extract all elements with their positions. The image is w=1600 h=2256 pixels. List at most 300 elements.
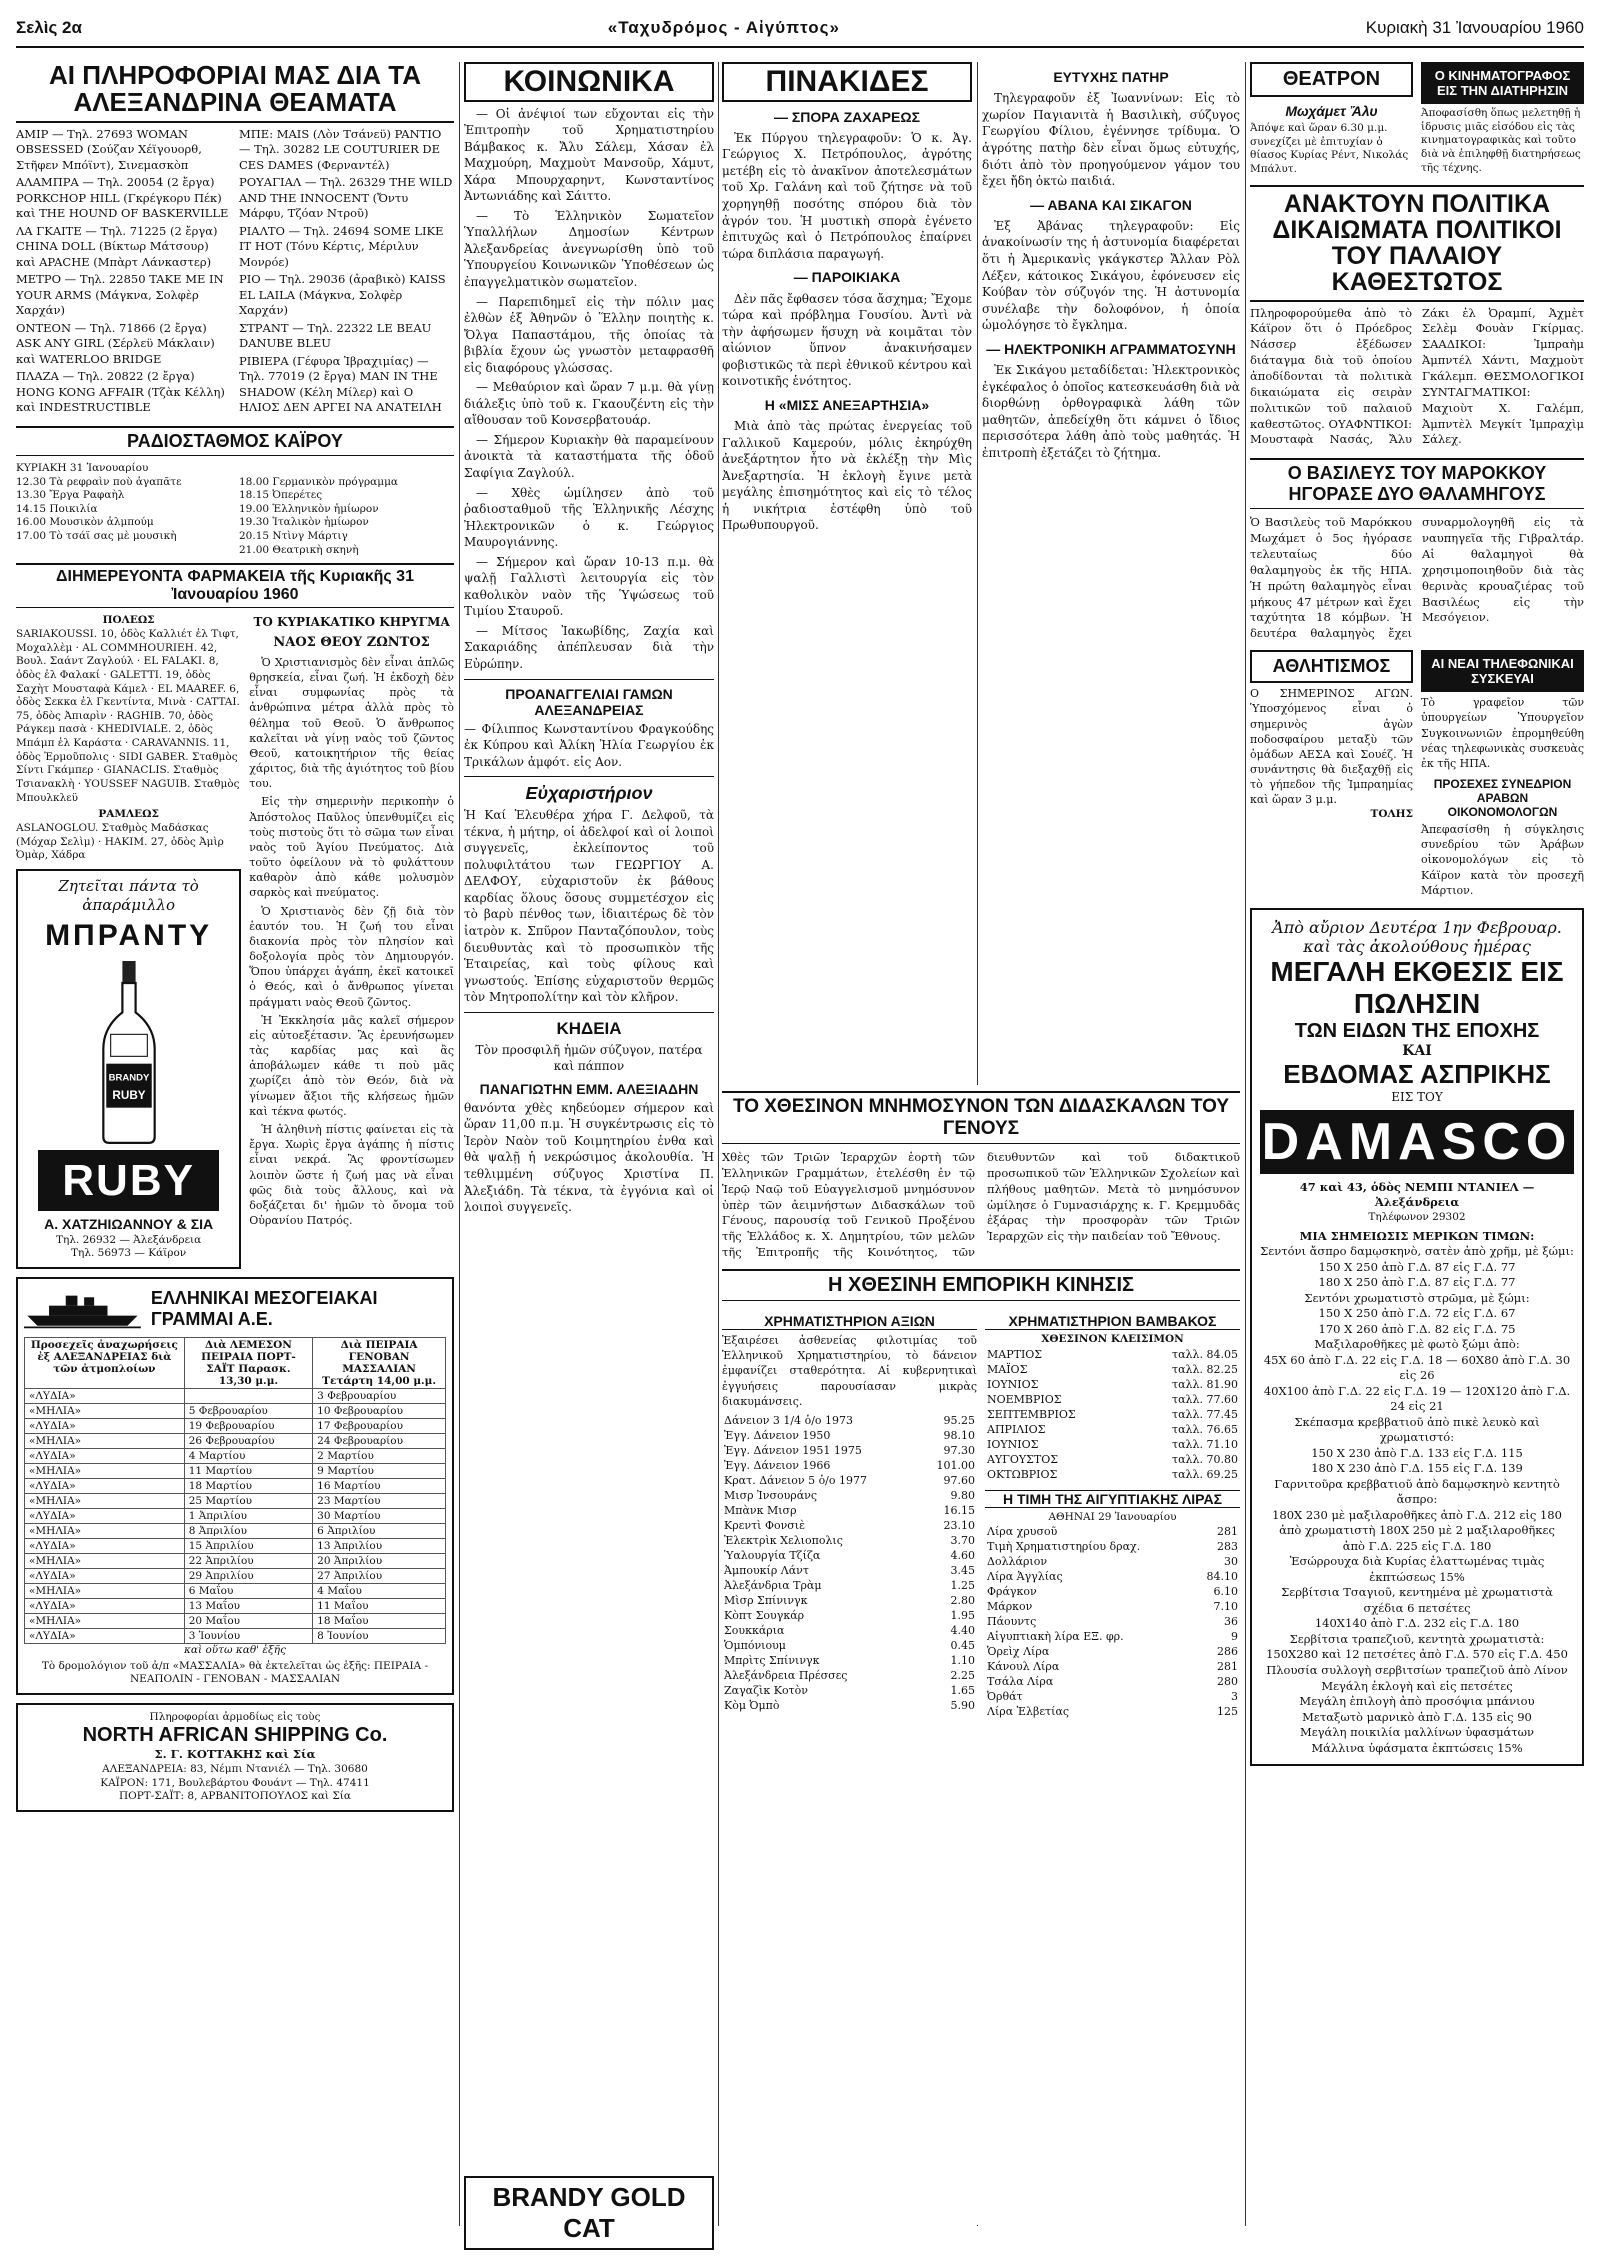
sale-week: ΕΒΔΟΜΑΣ ΑΣΠΡΙΚΗΣ <box>1283 1058 1551 1089</box>
table-cell: «ΜΗΛΙΑ» <box>25 1613 185 1628</box>
pound-price-table <box>985 1524 1240 1719</box>
masthead <box>16 10 1584 48</box>
table-cell: 97.60 <box>943 1473 975 1487</box>
table-row <box>985 1467 1240 1482</box>
bottle-label-ruby: RUBY <box>112 1088 146 1102</box>
social-news <box>464 106 714 673</box>
table-cell: ταλλ. 71.10 <box>1172 1437 1238 1451</box>
shipping-title: ΕΛΛΗΝΙΚΑΙ ΜΕΣΟΓΕΙΑΚΑΙ ΓΡΑΜΜΑΙ Α.Ε. <box>150 1287 378 1329</box>
naf-line: ΠΟΡΤ-ΣΑΪΤ: 8, ΑΡΒΑΝΙΤΟΠΟΥΛΟΣ καὶ Σία <box>118 1790 352 1803</box>
sale-kai: ΚΑΙ <box>1402 1042 1432 1059</box>
radio-item: 19.30 Ἰταλικὸν ἡμίωρον <box>239 516 369 529</box>
table-row <box>722 1413 977 1428</box>
table-cell: 26 Φεβρουαρίου <box>184 1433 312 1448</box>
table-cell: 4 Μαΐου <box>313 1583 446 1598</box>
table-cell: 20 Ἀπριλίου <box>313 1553 446 1568</box>
table-cell: 20 Μαΐου <box>184 1613 312 1628</box>
cotton-rows <box>985 1347 1240 1482</box>
price-line: Πλουσία συλλογὴ σερβιτσίων τραπεζιοῦ ἀπὸ Λίνον <box>1266 1663 1568 1677</box>
social-item: — Τὸ Ἑλληνικὸν Σωματεῖον Ὑπαλλήλων Δημοσίων Κέντρων Ἀλεξανδρείας ἀνεγνωρίσθη ὑπὸ τοῦ Ὑπουργείου Κοινωνικῶν Ὑποθέσεων ὡς ἐπαγγελματικὸν σωματεῖον. <box>464 208 714 289</box>
table-cell: Ὀρθάτ <box>987 1690 1023 1704</box>
table-cell: 4 Μαρτίου <box>184 1448 312 1463</box>
table-cell: 13 Μαΐου <box>184 1598 312 1613</box>
cinema-item: ΡΙΒΙΕΡΑ (Γέφυρα Ἰβραχιμίας) — Τηλ. 77019 (2 ἔργα) MAN IN THE SHADOW (Κέλη Μίλερ) καὶ Ο ΗΛΙΟΣ ΔΕΝ ΑΡΓΕΙ ΝΑ ΑΝΑΤΕΙΛΗ <box>239 353 442 415</box>
price-line: 180 Χ 230 ἀπὸ Γ.Δ. 155 εἰς Γ.Δ. 139 <box>1311 1461 1523 1476</box>
pharmacy-city: ΠΟΛΕΩΣ <box>102 614 155 627</box>
table-cell: 19 Φεβρουαρίου <box>184 1418 312 1433</box>
table-header: Διὰ ΛΕΜΕΣΟΝ ΠΕΙΡΑΙΑ ΠΟΡΤ-ΣΑΪΤ Παρασκ. 13,30 μ.μ. <box>184 1337 312 1388</box>
table-cell: 1.95 <box>950 1608 975 1622</box>
notices-section-title: ΠΙΝΑΚΙΔΕΣ <box>722 62 972 102</box>
radio-list-left <box>16 476 231 558</box>
stocks-rows <box>722 1413 977 1713</box>
table-header: Προσεχεῖς ἀναχωρήσεις ἐξ ΑΛΕΞΑΝΔΡΕΙΑΣ διὰ τῶν ἀτμοπλοίων <box>25 1337 185 1388</box>
price-line: Σεντόνι χρωματιστὸ στρῶμα, μὲ ξώμι: <box>1304 1290 1530 1305</box>
table-cell: ΑΠΡΙΛΙΟΣ <box>987 1422 1046 1436</box>
table-row <box>985 1704 1240 1719</box>
notices-content-2 <box>982 68 1240 461</box>
sports-logo: ΑΘΛΗΤΙΣΜΟΣ <box>1250 650 1413 683</box>
table-row <box>985 1539 1240 1554</box>
table-cell: ταλλ. 77.60 <box>1172 1392 1238 1406</box>
table-cell: 27 Ἀπριλίου <box>313 1568 446 1583</box>
table-cell: 7.10 <box>1213 1600 1238 1614</box>
table-cell: Μὶσρ Σπίνινγκ <box>724 1593 808 1607</box>
wedding-announcements-title: ΠΡΟΑΝΑΓΓΕΛΙΑΙ ΓΑΜΩΝ ΑΛΕΞΑΝΔΡΕΙΑΣ <box>505 685 673 718</box>
cinema-item: ΜΕΤΡΟ — Τηλ. 22850 TAKE ME IN YOUR ARMS (Μάγκνα, Σολφὲρ Χαρχάν) <box>16 272 224 318</box>
table-row <box>985 1569 1240 1584</box>
cinema-item: ΑΛΑΜΠΡΑ — Τηλ. 20054 (2 ἔργα) PORKCHOP HILL (Γκρέγκορυ Πέκ) καὶ THE HOUND OF BASKERVILLE <box>16 175 229 221</box>
table-cell: «ΛΥΔΙΑ» <box>25 1628 185 1643</box>
table-row <box>722 1578 977 1593</box>
stocks-title: ΧΡΗΜΑΤΙΣΤΗΡΙΟΝ ΑΞΙΩΝ <box>722 1313 977 1330</box>
table-row <box>722 1668 977 1683</box>
wedding-announcement: — Φίλιππος Κωνσταντίνου Φραγκούδης ἐκ Κύπρου καὶ Ἀλίκη Ἠλία Γεωργίου ἐκ Τρικάλων ἀμφότ. εἰς Αον. <box>464 721 714 769</box>
theatre-logo: ΘΕΑΤΡΟΝ <box>1250 62 1413 97</box>
table-row <box>722 1698 977 1713</box>
market-title: Η ΧΘΕΣΙΝΗ ΕΜΠΟΡΙΚΗ ΚΙΝΗΣΙΣ <box>722 1269 1240 1301</box>
table-row <box>722 1503 977 1518</box>
table-cell: 4.60 <box>950 1548 975 1562</box>
cinema-list-left <box>16 127 231 418</box>
politics-text: Πληροφορούμεθα ἀπὸ τὸ Κάϊρον ὅτι ὁ Πρόεδρος Νάσσερ ἐξέδωσεν διάταγμα διὰ τοῦ ὁποίου ἀποδίδονται τὰ πολιτικὰ δικαιώματα εἰς σειρὰν πολιτικῶν τοῦ παλαιοῦ καθεστῶτος. ΟΥΑΦΝΤΙΚΟΙ: Μουσταφὰ Νασάς, Ἄλυ Ζάκι ἐλ Ὀραμπί, Ἀχμὲτ Σελὲμ Φουὰν Γκίρμας. ΣΑΑΔΙΚΟΙ: Ἰμπραὴμ Ἀμπντέλ Χάντι, Μαχμοὺτ Γκάλεμπ. ΘΕΣΜΟΛΟΓΙΚΟΙ ΣΥΝΤΑΓΜΑΤΙΚΟΙ: Μαχιοὺτ Χ. Γαλέμπ, Ἀμπντὲλ Μεγκίτ Ἰμπραχὶμ Σάλεχ. <box>1250 305 1584 447</box>
table-row <box>25 1418 446 1433</box>
table-cell: «ΜΗΛΙΑ» <box>25 1463 185 1478</box>
cinema-item: ΟΝΤΕΟΝ — Τηλ. 71866 (2 ἔργα) ASK ANY GIRL (Σέρλεϋ Μάκλαιν) καὶ WATERLOO BRIDGE <box>16 320 215 366</box>
table-row <box>985 1644 1240 1659</box>
table-cell: 8 Ἀπριλίου <box>184 1523 312 1538</box>
table-row <box>722 1638 977 1653</box>
table-row <box>25 1463 446 1478</box>
theatre-text: Ἀπόψε καὶ ὥραν 6.30 μ.μ. συνεχίζει μὲ ἐπιτυχίαν ὁ θίασος Κυρίας Ρέντ, Νικολάς Μπάλυτ. <box>1250 122 1409 175</box>
page-label: Σελὶς 2α <box>16 18 82 37</box>
prices-list <box>1260 1244 1574 1756</box>
table-cell: Ὁρεὶχ Λίρα <box>987 1645 1050 1659</box>
table-cell: 15 Ἀπριλίου <box>184 1538 312 1553</box>
table-row <box>985 1362 1240 1377</box>
table-cell: 11 Μαΐου <box>313 1598 446 1613</box>
funeral-name: ΠΑΝΑΓΙΩΤΗΝ ΕΜΜ. ΑΛΕΞΙΑΔΗΝ <box>479 1080 699 1097</box>
table-cell: 0.45 <box>950 1638 975 1652</box>
funeral-intro: Τὸν προσφιλῆ ἡμῶν σύζυγον, πατέρα καὶ πάππον <box>475 1042 703 1074</box>
table-cell: 9.80 <box>950 1488 975 1502</box>
table-cell: ταλλ. 77.45 <box>1172 1407 1238 1421</box>
social-item: — Μεθαύριον καὶ ὥραν 7 μ.μ. θὰ γίνῃ διάλεξις ὑπὸ τοῦ κ. Γκαουζέντη εἰς τὴν αἴθουσαν τοῦ Κονσερβατουάρ. <box>464 380 714 428</box>
stocks-text: Ἐξαιρέσει ἀσθενείας φιλοτιμίας τοῦ Ἑλληνικοῦ Χρηματιστηρίου, τὸ δάνειον ἐμφανίζει σταθερότητα. Αἱ κυβερνητικαὶ ἐγγυήσεις παρουσίασαν μικρὰς διακυμάνσεις. <box>722 1334 977 1408</box>
table-cell: 6 Μαΐου <box>184 1583 312 1598</box>
table-row <box>985 1407 1240 1422</box>
cinema-item: ΣΤΡΑΝΤ — Τηλ. 22322 LE BEAU DANUBE BLEU <box>239 320 432 351</box>
table-cell: Ἐγγ. Δάνειον 1950 <box>724 1428 831 1442</box>
table-cell: «ΜΗΛΙΑ» <box>25 1553 185 1568</box>
table-cell: Κρατ. Δάνειον 5 ὁ/ο 1977 <box>724 1473 868 1487</box>
table-cell: 2.25 <box>950 1668 975 1682</box>
shipping-header <box>24 1285 446 1333</box>
phones-title: ΑΙ ΝΕΑΙ ΤΗΛΕΦΩΝΙΚΑΙ ΣΥΣΚΕΥΑΙ <box>1421 650 1584 692</box>
price-line: 180 Χ 250 ἀπὸ Γ.Δ. 87 εἰς Γ.Δ. 77 <box>1318 1275 1516 1290</box>
pharmacy-ramleh-items: ASLANOGLOU. Σταθμὸς Μαδάσκας (Μόχαρ Σελὶμ) · HAKIM. 27, ὁδὸς Ἀμὶρ Ὀμὰρ, Χάδρα <box>16 821 224 862</box>
brandy-word: ΜΠΡΑΝΤΥ <box>45 918 213 952</box>
table-cell: ταλλ. 82.25 <box>1172 1362 1238 1376</box>
table-cell: 16 Μαρτίου <box>313 1478 446 1493</box>
cinema-item: ΠΛΑΖΑ — Τηλ. 20822 (2 ἔργα) HONG KONG AFFAIR (Τζὰκ Κέλλη) καὶ INDESTRUCTIBLE <box>16 369 225 415</box>
table-cell: Λίρα Ἐλβετίας <box>987 1705 1070 1719</box>
ship-icon <box>24 1285 141 1333</box>
table-cell: «ΛΥΔΙΑ» <box>25 1598 185 1613</box>
table-cell: ΟΚΤΩΒΡΙΟΣ <box>987 1467 1058 1481</box>
table-cell: Δάνειον 3 1/4 ὁ/ο 1973 <box>724 1413 854 1427</box>
table-cell: Κὸπτ Σουγκάρ <box>724 1608 805 1622</box>
table-cell: Τσάλα Λίρα <box>987 1675 1054 1689</box>
radio-date: ΚΥΡΙΑΚΗ 31 Ἰανουαρίου <box>16 461 149 474</box>
table-cell: Μισρ Ἰνσουράνς <box>724 1488 818 1502</box>
table-cell: Ἀμπουκίρ Λάντ <box>724 1563 809 1577</box>
price-line: Μεγάλη ἐπιλογὴ ἀπὸ προσόψια μπάνιου <box>1299 1694 1535 1709</box>
table-row <box>985 1629 1240 1644</box>
social-item: — Οἱ ἀνέψιοί των εὔχονται εἰς τὴν Ἐπιτροπὴν τοῦ Χρηματιστηρίου Βάμβακος κ. Ἄλυ Σάλεμ, Χάσαν ἐλ Μαχμούρη, Μαχμοὺτ Μανσοῦρ, Χάμυτ, Χάρα Μπουρχαρηντ, Κωνσταντίνος Ἀντωνιάδης καὶ Σάιττο. <box>464 106 714 204</box>
cinema-item: ΡΟΥΑΓΙΑΛ — Τηλ. 26329 THE WILD AND THE INNOCENT (Ὄντυ Μάρφυ, Τζόαν Ντροῦ) <box>239 175 453 221</box>
politics-headline: ΑΝΑΚΤΟΥΝ ΠΟΛΙΤΙΚΑ ΔΙΚΑΙΩΜΑΤΑ ΠΟΛΙΤΙΚΟΙ ΤΟΥ ΠΑΛΑΙΟΥ ΚΑΘΕΣΤΩΤΟΣ <box>1250 185 1584 302</box>
brandy-brand: RUBY <box>38 1150 219 1211</box>
table-row <box>25 1478 446 1493</box>
table-cell: 2.80 <box>950 1593 975 1607</box>
column-divider <box>1245 62 1246 2226</box>
table-cell: 3.45 <box>950 1563 975 1577</box>
table-cell: 36 <box>1224 1615 1238 1629</box>
table-cell: ΙΟΥΝΙΟΣ <box>987 1377 1039 1391</box>
table-cell: «ΜΗΛΙΑ» <box>25 1523 185 1538</box>
table-row <box>985 1392 1240 1407</box>
table-cell: Ὁμπόνιουμ <box>724 1638 786 1652</box>
table-cell: 6.10 <box>1213 1585 1238 1599</box>
sale-eis: ΕΙΣ ΤΟΥ <box>1391 1089 1443 1104</box>
arab-conference-title: ΠΡΟΣΕΧΕΣ ΣΥΝΕΔΡΙΟΝ ΑΡΑΒΩΝ ΟΙΚΟΝΟΜΟΛΟΓΩΝ <box>1433 777 1572 820</box>
stocks-column <box>722 1307 977 1719</box>
table-cell: 4.40 <box>950 1623 975 1637</box>
radio-item: 17.00 Τὸ τσάϊ σας μὲ μουσικὴ <box>16 530 177 543</box>
morocco-headline: Ο ΒΑΣΙΛΕΥΣ ΤΟΥ ΜΑΡΟΚΚΟΥ ΗΓΟΡΑΣΕ ΔΥΟ ΘΑΛΑΜΗΓΟΥΣ <box>1250 458 1584 509</box>
naf-sub: Σ. Γ. ΚΟΤΤΑΚΗΣ καὶ Σία <box>154 1747 316 1762</box>
table-cell: 9 <box>1231 1630 1238 1644</box>
table-cell: Μπὰνκ Μισρ <box>724 1503 797 1517</box>
table-row <box>25 1508 446 1523</box>
table-cell: 10 Φεβρουαρίου <box>313 1403 446 1418</box>
damasco-ad <box>1250 908 1584 1766</box>
price-line: Μαξιλαροθῆκες μὲ φωτὸ ξώμι ἀπὸ: <box>1314 1337 1520 1352</box>
table-row <box>25 1628 446 1643</box>
table-cell: 17 Φεβρουαρίου <box>313 1418 446 1433</box>
table-cell: «ΜΗΛΙΑ» <box>25 1433 185 1448</box>
radio-item: 19.00 Ἑλληνικὸν ἡμίωρον <box>239 502 379 515</box>
table-cell: «ΛΥΔΙΑ» <box>25 1448 185 1463</box>
table-cell: ταλλ. 70.80 <box>1172 1452 1238 1466</box>
table-row <box>25 1553 446 1568</box>
table-cell: 3 <box>1231 1690 1238 1704</box>
price-line: Σερβίτσια Τσαγιοῦ, κεντημένα μὲ χρωματιστὰ σχέδια 6 πετσέτες <box>1281 1585 1553 1615</box>
morocco-text: Ὁ Βασιλεὺς τοῦ Μαρόκκου Μωχάμετ ὁ 5ος ἠγόρασε τελευταίως δύο θαλαμηγοὺς ἐκ τῆς ΗΠΑ. Ἡ πρώτη θαλαμηγὸς εἶναι μήκους 47 μέτρων καὶ ἔχει ταχύτητα 18 κόμβων. Ἡ δευτέρα θαλαμηγὸς ἔχει συναρμολογηθῆ εἰς τὰ ναυπηγεῖα τῆς Γιβραλτάρ. Αἱ θαλαμηγοὶ θὰ χρησιμοποιηθοῦν διὰ τὰς θερινὰς κρουαζιέρας τοῦ Βασιλέως εἰς τὴν Μεσόγειον. <box>1250 515 1584 641</box>
table-row <box>25 1523 446 1538</box>
radio-item: 18.15 Ὀπερέτες <box>239 489 323 502</box>
table-row <box>985 1659 1240 1674</box>
price-line: ἀπὸ χρωματιστὴ 180Χ 250 μὲ 2 μαξιλαροθῆκες <box>1279 1523 1555 1538</box>
notice-title: — ΑΒΑΝΑ ΚΑΙ ΣΙΚΑΓΟΝ <box>1030 196 1192 213</box>
table-cell: «ΛΥΔΙΑ» <box>25 1568 185 1583</box>
pharmacy-ramleh-title: ΡΑΜΛΕΩΣ <box>98 808 159 821</box>
funeral-text: θανόντα χθὲς κηδεύομεν σήμερον καὶ ὥραν 11,00 π.μ. Ἡ συγκέντρωσις εἰς τὸ Ἱερὸν Ναὸν τοῦ Κοιμητηρίου ἐνθα καὶ θὰ ψαλῇ ἡ νεκρώσιμος ἀκολουθία. Ἡ τεθλιμμένη σύζυγος Χριστίνα Π. Ἀλεξιάδη. Τὰ τέκνα, τὰ ἐγγόνια καὶ οἱ λοιποὶ συγγενεῖς. <box>464 1100 714 1215</box>
table-row <box>25 1613 446 1628</box>
table-cell: 5.90 <box>950 1698 975 1712</box>
price-line: Σερβίτσια τραπεζιοῦ, κεντητὰ χρωματιστὰ: <box>1289 1631 1545 1646</box>
table-cell: 11 Μαρτίου <box>184 1463 312 1478</box>
cotton-title: ΧΡΗΜΑΤΙΣΤΗΡΙΟΝ ΒΑΜΒΑΚΟΣ <box>985 1313 1240 1330</box>
table-cell: «ΜΗΛΙΑ» <box>25 1493 185 1508</box>
table-cell: 18 Μαΐου <box>313 1613 446 1628</box>
table-cell: Μπρὶτς Σπίνινγκ <box>724 1653 820 1667</box>
cinema-item: ΜΠΕ: MAIS (Λὸν Τσάνεϋ) PANTIO — Τηλ. 30282 LE COUTURIER DE CES DAMES (Φερναντέλ) <box>239 126 442 172</box>
sale-kicker: Ἀπὸ αὔριον Δευτέρα 1ην Φεβρουαρ. καὶ τὰς ἀκολούθους ἡμέρας <box>1272 917 1562 956</box>
sports-row <box>1250 650 1584 898</box>
table-cell: ΣΕΠΤΕΜΒΡΙΟΣ <box>987 1407 1076 1421</box>
table-cell: 101.00 <box>936 1458 975 1472</box>
table-row <box>985 1614 1240 1629</box>
table-header: Διὰ ΠΕΙΡΑΙΑ ΓΕΝΟΒΑΝ ΜΑΣΣΑΛΙΑΝ Τετάρτη 14,00 μ.μ. <box>313 1337 446 1388</box>
table-cell: ταλλ. 69.25 <box>1172 1467 1238 1481</box>
theatre-box <box>1250 62 1413 177</box>
funeral-title: ΚΗΔΕΙΑ <box>556 1018 622 1038</box>
table-cell: 30 <box>1224 1555 1238 1569</box>
pharmacy-title: ΔΙΗΜΕΡΕΥΟΝΤΑ ΦΑΡΜΑΚΕΙΑ τῆς Κυριακῆς 31 Ἰανουαρίου 1960 <box>16 563 454 608</box>
table-cell: 2 Μαρτίου <box>313 1448 446 1463</box>
table-row <box>985 1437 1240 1452</box>
table-cell: 84.10 <box>1206 1570 1238 1584</box>
table-row <box>722 1563 977 1578</box>
newspaper-name: «Ταχυδρόμος - Αἰγύπτος» <box>607 18 840 37</box>
table-row <box>985 1599 1240 1614</box>
brandy-phone-alex: Τηλ. 26932 — Ἀλεξάνδρεια <box>55 1233 202 1246</box>
table-cell: 23 Μαρτίου <box>313 1493 446 1508</box>
notice-text: Δὲν πᾶς ἔφθασεν τόσα ἄσχημα; Ἔχομε τώρα καὶ πρόβλημα Γουσίου. Ἀντὶ νὰ τὴν ἀφήσωμεν ἥσυχη νὰ κοιμᾶται τὸν αἰώνιον ὕπνον ἀνακινήσαμεν φοβιστικῶς τὰ περὶ ἐθνικοῦ κέντρου καὶ κοινοτικῆς ἑνότητος. <box>722 291 972 389</box>
cinema-list-right <box>239 127 454 418</box>
sale-subtitle: ΤΩΝ ΕΙΔΩΝ ΤΗΣ ΕΠΟΧΗΣ <box>1294 1019 1540 1042</box>
table-row <box>25 1388 446 1403</box>
table-row <box>722 1608 977 1623</box>
damasco-brand: DAMASCO <box>1260 1110 1574 1174</box>
table-cell: ταλλ. 84.05 <box>1172 1347 1238 1361</box>
pharmacy-section <box>16 614 454 1269</box>
table-row <box>722 1653 977 1668</box>
naf-name: NORTH AFRICAN SHIPPING Co. <box>82 1724 388 1747</box>
cinema-listings <box>16 127 454 420</box>
table-cell: 16.15 <box>943 1503 975 1517</box>
theatre-row <box>1250 62 1584 177</box>
table-cell: ΑΥΓΟΥΣΤΟΣ <box>987 1452 1059 1466</box>
radio-item: 14.15 Ποικιλία <box>16 502 98 515</box>
radio-title: ΡΑΔΙΟΣΤΑΘΜΟΣ ΚΑΪΡΟΥ <box>16 426 454 456</box>
damasco-address: 47 καὶ 43, ὁδὸς ΝΕΜΠΙ ΝΤΑΝΙΕΛ — Ἀλεξάνδρεια <box>1299 1179 1535 1210</box>
notice-title: — ΗΛΕΚΤΡΟΝΙΚΗ ΑΓΡΑΜΜΑΤΟΣΥΝΗ <box>986 340 1236 357</box>
price-line: 150 Χ 250 ἀπὸ Γ.Δ. 72 εἰς Γ.Δ. 67 <box>1318 1306 1516 1321</box>
table-row <box>722 1623 977 1638</box>
table-row <box>722 1683 977 1698</box>
naf-pre: Πληροφορίαι ἀρμοδίως εἰς τοὺς <box>149 1710 321 1723</box>
table-cell: ΙΟΥΝΙΟΣ <box>987 1437 1039 1451</box>
table-cell: 30 Μαρτίου <box>313 1508 446 1523</box>
theatre-show: Μωχάμετ Ἄλυ <box>1285 103 1378 119</box>
column-right <box>1250 62 1584 2226</box>
price-line: Γαρνιτοῦρα κρεββατιοῦ ἀπὸ δαμῳσκηνὸ κεντητὸ ἄσπρο: <box>1274 1476 1560 1507</box>
table-row <box>25 1538 446 1553</box>
price-line: 45Χ 60 ἀπὸ Γ.Δ. 22 εἰς Γ.Δ. 18 — 60Χ80 ἀπὸ Γ.Δ. 30 εἰς 26 <box>1263 1352 1571 1383</box>
table-cell <box>184 1388 312 1403</box>
shipping-ad <box>16 1277 454 1695</box>
table-cell: 97.30 <box>943 1443 975 1457</box>
notice-text: Μιὰ ἀπὸ τὰς πρώτας ἐνεργείας τοῦ Γαλλικοῦ Καμερούν, μόλις ἐκηρύχθη ἀνεξάρτητον ἦτο νὰ ἐκλέξῃ τὴν Μὶς Ἀνεξαρτησία. Ἡ ἐκλογὴ ἔγινε μετὰ μεγάλης ἐπισημότητος καὶ εἰς τὸ τέλος ἡ νικήτρια ἐστέφθη ὑπὸ τοῦ Πρωθυπουργοῦ. <box>722 419 972 533</box>
arab-conference-text: Ἀπεφασίσθη ἡ σύγκλησις συνεδρίου τῶν Ἀράβων οἰκονομολόγων εἰς τὸ Κάϊρον κατὰ τὸν προσεχῆ Μάρτιον. <box>1421 823 1584 897</box>
notice-title: — ΠΑΡΟΙΚΙΑΚΑ <box>793 269 901 286</box>
memorial-text: Χθὲς τῶν Τριῶν Ἱεραρχῶν ἑορτὴ τῶν Ἑλληνικῶν Γραμμάτων, ἐτελέσθη ἐν τῷ Ἱερῷ Ναῷ τοῦ Εὐαγγελισμοῦ μνημόσυνον ὑπὲρ τῶν ἀειμνήστων Διδασκάλων τοῦ Γένους, παρουσίᾳ τοῦ Γενικοῦ Προξένου τῆς Ἑλλάδος κ. Χ. Δημητρίου, τῶν μελῶν τῆς Ἐπιτροπῆς τῆς Κοινότητος, τῶν διευθυντῶν καὶ τοῦ διδακτικοῦ προσωπικοῦ τῶν Ἑλληνικῶν Σχολείων καὶ πλήθους μαθητῶν. Μετὰ τὸ μνημόσυνον ὡμίλησε ὁ Γυμνασιάρχης κ. Γ. Κρεμμυδᾶς ἐξάρας τὴν προσφορὰν τῶν Τριῶν Ἱεραρχῶν εἰς τὴν παιδείαν τοῦ Ἔθνους. <box>722 1150 1240 1260</box>
table-row <box>722 1458 977 1473</box>
table-row <box>25 1568 446 1583</box>
table-cell: 1.10 <box>950 1653 975 1667</box>
table-row <box>985 1347 1240 1362</box>
table-row <box>25 1598 446 1613</box>
cinema-headline: ΑΙ ΠΛΗΡΟΦΟΡΙΑΙ ΜΑΣ ΔΙΑ ΤΑ ΑΛΕΞΑΝΔΡΙΝΑ ΘΕΑΜΑΤΑ <box>16 62 454 123</box>
table-cell: Κρεντὶ Φονσιὲ <box>724 1518 806 1532</box>
price-line: 170 Χ 260 ἀπὸ Γ.Δ. 82 εἰς Γ.Δ. 75 <box>1318 1321 1516 1336</box>
shipping-footnote: καὶ οὕτω καθ' ἑξῆς <box>184 1643 286 1656</box>
table-cell: 25 Μαρτίου <box>184 1493 312 1508</box>
table-cell: 1.25 <box>950 1578 975 1592</box>
price-line: Σκέπασμα κρεββατιοῦ ἀπὸ πικὲ λευκὸ καὶ χρωματιστό: <box>1294 1414 1540 1445</box>
brandy-bottle-icon <box>84 961 174 1144</box>
brandy-maker: Α. ΧΑΤΖΗΙΩΑΝΝΟΥ & ΣΙΑ <box>44 1216 214 1233</box>
table-cell: Ἐγγ. Δάνειον 1966 <box>724 1458 831 1472</box>
table-header-row <box>25 1337 446 1388</box>
table-row <box>25 1583 446 1598</box>
thanks-title: Εὐχαριστήριον <box>525 783 653 804</box>
table-cell: Πάουντς <box>987 1615 1037 1629</box>
table-cell: ΝΟΕΜΒΡΙΟΣ <box>987 1392 1062 1406</box>
radio-list-right <box>239 476 454 558</box>
table-cell: 280 <box>1217 1675 1238 1689</box>
table-cell: 29 Ἀπριλίου <box>184 1568 312 1583</box>
cinema-item: ΛΑ ΓΚΑΙΤΕ — Τηλ. 71225 (2 ἔργα) CHINA DOLL (Βίκτωρ Μάτσουρ) καὶ APACHE (Μπὰρτ Λάνκαστερ) <box>16 223 218 269</box>
stocks-table <box>722 1413 977 1713</box>
table-cell: «ΜΗΛΙΑ» <box>25 1583 185 1598</box>
notice-title: Η «ΜΙΣΣ ΑΝΕΞΑΡΤΗΣΙΑ» <box>764 396 930 413</box>
cotton-table <box>985 1347 1240 1482</box>
issue-date: Κυριακὴ 31 Ἰανουαρίου 1960 <box>1365 18 1584 37</box>
damasco-phone: Τηλέφωνον 29302 <box>1368 1210 1466 1223</box>
radio-item: 20.15 Ντὶνγ Μάρτιγ <box>239 530 348 543</box>
price-line: Ἐσώρρουχα διὰ Κυρίας ἐλαττωμένας τιμὰς ἐκπτώσεως 15% <box>1289 1554 1545 1584</box>
table-row <box>985 1524 1240 1539</box>
notice-text: Ἐκ Πύργου τηλεγραφοῦν: Ὁ κ. Ἀγ. Γεώργιος Χ. Πετρόπουλος, ἀγρότης μετέβη εἰς τὸ ἀνακῖνον ἀποτελεσμάτων τοῦ Χρ. Γαλάνη καὶ τοῦ ζήτησε νὰ τοῦ χορηγηθῇ ποσότης σπόρου διὰ τὸν ἀγρόν του. Ἡ μυστικὴ σπορὰ ἐγένετο ἐπιτυχῶς καὶ ὁ Πετρόπουλος ἐπαίρνει τώρα διπλάσια παραγωγή. <box>722 130 972 261</box>
table-cell: Τιμὴ Χρηματιστηρίου δραχ. <box>987 1540 1141 1554</box>
brandy-kicker: Ζητεῖται πάντα τὸ ἀπαράμιλλο <box>58 876 199 915</box>
pound-price-subtitle: ΑΘΗΝΑΙ 29 Ἰανουαρίου <box>1048 1510 1177 1523</box>
price-line: 140Χ140 ἀπὸ Γ.Δ. 232 εἰς Γ.Δ. 180 <box>1314 1616 1520 1631</box>
radio-schedule <box>16 476 454 558</box>
cotton-column <box>985 1307 1240 1719</box>
notices-content <box>722 108 972 534</box>
pharmacy-list <box>16 614 241 1269</box>
table-row <box>25 1493 446 1508</box>
table-row <box>985 1452 1240 1467</box>
table-cell: Σουκκάρια <box>724 1623 785 1637</box>
table-cell: 5 Φεβρουαρίου <box>184 1403 312 1418</box>
table-cell: 9 Μαρτίου <box>313 1463 446 1478</box>
table-cell: 125 <box>1217 1705 1238 1719</box>
table-row <box>722 1593 977 1608</box>
table-row <box>985 1584 1240 1599</box>
notice-title: ΕΥΤΥΧΗΣ ΠΑΤΗΡ <box>1053 69 1169 85</box>
table-cell: Δολλάριον <box>987 1555 1048 1569</box>
table-row <box>722 1443 977 1458</box>
price-line: 150Χ280 καὶ 12 πετσέτες ἀπὸ Γ.Δ. 570 εἰς Γ.Δ. 450 <box>1266 1647 1568 1662</box>
radio-item: 13.30 Ἔργα Ραφαὴλ <box>16 489 125 502</box>
table-cell: 3.70 <box>950 1533 975 1547</box>
table-cell: ταλλ. 81.90 <box>1172 1377 1238 1391</box>
table-cell: Κάνουλ Λίρα <box>987 1660 1060 1674</box>
price-line: ἀπὸ Γ.Δ. 225 εἰς Γ.Δ. 180 <box>1342 1538 1492 1553</box>
table-cell: Αἰγυπτιακὴ λίρα ΕΞ. φρ. <box>987 1630 1124 1644</box>
thanks-text: Ἡ Καί Ἑλευθέρα χήρα Γ. Δελφοῦ, τὰ τέκνα, ἡ μήτηρ, οἱ ἀδελφοί καὶ οἱ λοιποὶ συγγενεῖς, ἐκλείποντος τοῦ πολυφιλτάτου των ΓΕΩΡΓΙΟΥ Α. ΔΕΛΦΟΥ, εὐχαριστοῦν ἐκ βάθους καρδίας ὅλους ὅσους συμμετέσχον εἰς τὸ βαρὺ πένθος των, ἰδιαιτέρως δὲ τὸν ἰατρὸν κ. Σπῦρον Πανταζόπουλον, τοὺς διευθυντὰς καὶ τὸ προσωπικὸν τῆς Ἑταιρείας, καὶ τοὺς φίλους καὶ γνωστούς. Ἐπίσης εὐχαριστοῦν θερμῶς τὸν Μητροπολίτην καὶ τὸν κλῆρον. <box>464 808 714 1005</box>
notice-text: Ἐκ Σικάγου μεταδίδεται: Ἠλεκτρονικὸς ἐγκέφαλος ὁ ὁποῖος κατεσκευάσθη διὰ νὰ διορθώνῃ ὀρθογραφικὰ λάθη τῶν μαθητῶν, ἀπεδείχθη ὅτι κάμνει ὁ ἴδιος περισσότερα λάθη ἀπὸ τοὺς μαθητάς. Ἡ ἐπιτροπὴ ἐξετάζει τὸ ζήτημα. <box>982 363 1240 460</box>
table-cell: Ἐγγ. Δάνειον 1951 1975 <box>724 1443 862 1457</box>
table-cell: Μάρκον <box>987 1600 1033 1614</box>
table-cell: 3 Ἰουνίου <box>184 1628 312 1643</box>
social-item: — Μίτσος Ἰακωβίδης, Ζαχία καὶ Σακαριάδης ἀπέπλευσαν διὰ τὴν Εὐρώπην. <box>464 623 714 671</box>
social-item: — Σήμερον Κυριακὴν θὰ παραμείνουν ἀνοικτὰ τὰ καταστήματα τῆς ὁδοῦ Σαφίγια Ζαγλούλ. <box>464 432 714 480</box>
price-line: Μεταξωτὸ μαρνικὸ ἀπὸ Γ.Δ. 135 εἰς 90 <box>1302 1709 1532 1724</box>
price-line: 180Χ 230 μὲ μαξιλαροθῆκες ἀπὸ Γ.Δ. 212 εἰς 180 <box>1272 1507 1562 1522</box>
notice-title: — ΣΠΟΡΑ ΖΑΧΑΡΕΩΣ <box>773 108 920 125</box>
table-row <box>985 1377 1240 1392</box>
market-columns <box>722 1307 1240 1719</box>
radio-item: 12.30 Τὰ ρεφραὶν ποὺ ἀγαπᾶτε <box>16 475 182 488</box>
column-social <box>464 62 714 2226</box>
radio-item: 16.00 Μουσικὸν ἀλμπούμ <box>16 516 154 529</box>
price-line: 150 Χ 230 ἀπὸ Γ.Δ. 133 εἰς Γ.Δ. 115 <box>1311 1445 1523 1460</box>
table-cell: ΜΑΪΟΣ <box>987 1362 1028 1376</box>
table-cell: ταλλ. 76.65 <box>1172 1422 1238 1436</box>
phones-text: Τὸ γραφεῖον τῶν ὑπουργείων Ὑπουργεῖον Συγκοινωνιῶν ἐπρομηθεύθη νέας τηλεφωνικὰς συσκευὰς ἐκ τῆς ΗΠΑ. <box>1421 696 1584 770</box>
shipping-note: Τὸ δρομολόγιον τοῦ ἀ/π «ΜΑΣΣΑΛΙΑ» θὰ ἐκτελεῖται ὡς ἑξῆς: ΠΕΙΡΑΙΑ - ΝΕΑΠΟΛΙΝ - ΓΕΝΟΒΑΝ - ΜΑΣΣΑΛΙΑΝ <box>41 1659 429 1686</box>
price-line: 150 Χ 250 ἀπὸ Γ.Δ. 87 εἰς Γ.Δ. 77 <box>1318 1259 1516 1274</box>
table-row <box>722 1473 977 1488</box>
table-row <box>985 1689 1240 1704</box>
